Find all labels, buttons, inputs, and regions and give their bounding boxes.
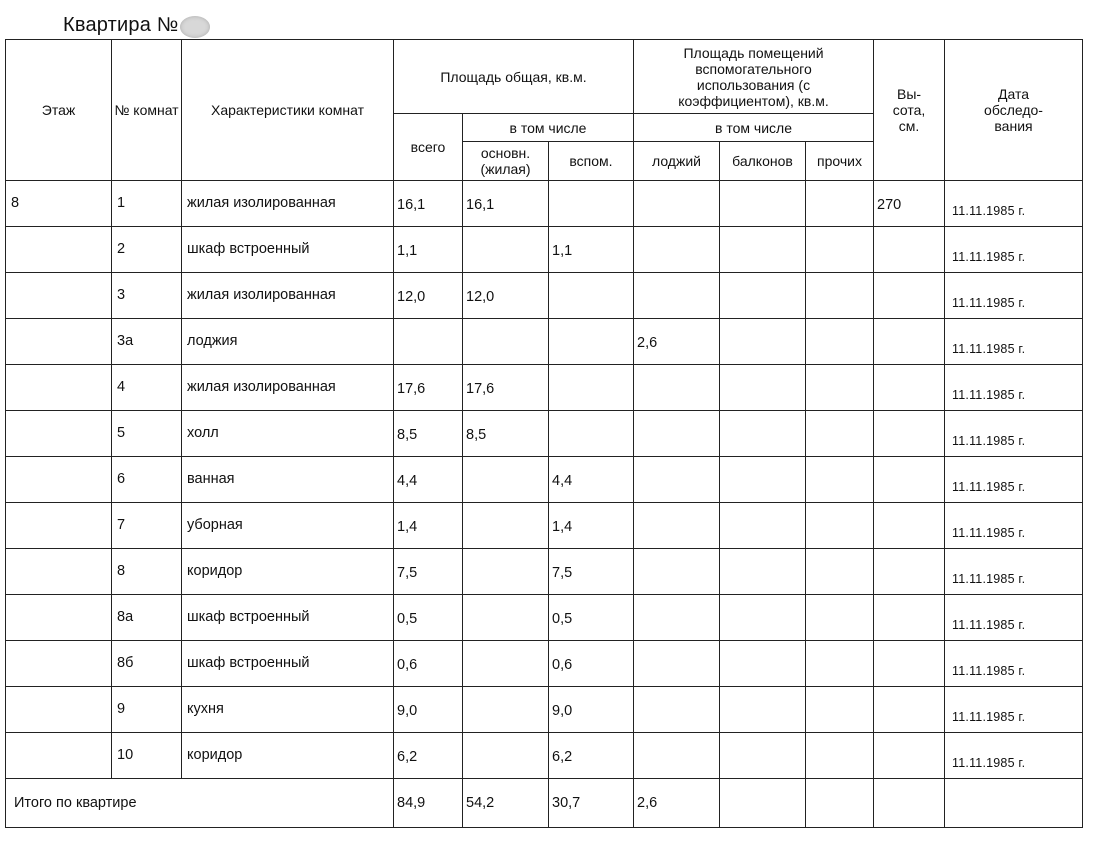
height-cell [874, 549, 945, 595]
header-loggias: лоджий [634, 142, 720, 181]
page-title: Квартира № [63, 13, 179, 36]
total-area-cell: 9,0 [394, 687, 463, 733]
other-area-cell [806, 365, 874, 411]
floor-cell [6, 733, 112, 779]
floor-cell [6, 549, 112, 595]
header-inspection-date: Дата обследо-вания [945, 40, 1083, 181]
room-number-cell: 4 [112, 365, 182, 411]
other-area-cell [806, 319, 874, 365]
header-main-living: основн. (жилая) [463, 142, 549, 181]
aux-area-cell [549, 411, 634, 457]
room-description-cell: холл [182, 411, 394, 457]
aux-area-cell [549, 319, 634, 365]
height-cell [874, 411, 945, 457]
totals-label: Итого по квартире [6, 779, 394, 828]
inspection-date-cell: 11.11.1985 г. [945, 365, 1083, 411]
aux-area-cell [549, 273, 634, 319]
aux-area-cell: 0,6 [549, 641, 634, 687]
loggia-area-cell [634, 549, 720, 595]
other-area-cell [806, 457, 874, 503]
table-row [6, 549, 1083, 595]
height-cell [874, 365, 945, 411]
header-including-aux: в том числе [634, 114, 874, 142]
aux-area-cell: 6,2 [549, 733, 634, 779]
floor-cell: 8 [6, 181, 112, 227]
loggia-area-cell [634, 687, 720, 733]
room-description-cell: шкаф встроенный [182, 227, 394, 273]
balcony-area-cell [720, 181, 806, 227]
room-number-cell: 6 [112, 457, 182, 503]
header-total-all: всего [394, 114, 463, 181]
redacted-number-mark [180, 16, 210, 38]
other-area-cell [806, 181, 874, 227]
table-row [6, 411, 1083, 457]
balcony-area-cell [720, 227, 806, 273]
header-other: прочих [806, 142, 874, 181]
totals-balcony-area [720, 779, 806, 828]
loggia-area-cell [634, 595, 720, 641]
floor-cell [6, 273, 112, 319]
table-row [6, 641, 1083, 687]
total-area-cell [394, 319, 463, 365]
inspection-date-cell: 11.11.1985 г. [945, 273, 1083, 319]
main-area-cell: 8,5 [463, 411, 549, 457]
total-area-cell: 0,6 [394, 641, 463, 687]
inspection-date-cell: 11.11.1985 г. [945, 411, 1083, 457]
floor-cell [6, 411, 112, 457]
table-row [6, 457, 1083, 503]
main-area-cell [463, 503, 549, 549]
room-description-cell: жилая изолированная [182, 181, 394, 227]
floor-cell [6, 227, 112, 273]
height-cell [874, 319, 945, 365]
totals-height [874, 779, 945, 828]
floor-cell [6, 687, 112, 733]
table-row [6, 319, 1083, 365]
inspection-date-cell: 11.11.1985 г. [945, 733, 1083, 779]
total-area-cell: 4,4 [394, 457, 463, 503]
room-number-cell: 10 [112, 733, 182, 779]
floor-cell [6, 641, 112, 687]
room-description-cell: коридор [182, 733, 394, 779]
inspection-date-cell: 11.11.1985 г. [945, 595, 1083, 641]
main-area-cell [463, 457, 549, 503]
floor-cell [6, 595, 112, 641]
inspection-date-cell: 11.11.1985 г. [945, 687, 1083, 733]
balcony-area-cell [720, 549, 806, 595]
total-area-cell: 16,1 [394, 181, 463, 227]
room-number-cell: 2 [112, 227, 182, 273]
height-cell [874, 457, 945, 503]
total-area-cell: 7,5 [394, 549, 463, 595]
inspection-date-cell: 11.11.1985 г. [945, 641, 1083, 687]
balcony-area-cell [720, 733, 806, 779]
balcony-area-cell [720, 503, 806, 549]
aux-area-cell: 0,5 [549, 595, 634, 641]
floor-cell [6, 503, 112, 549]
height-cell [874, 503, 945, 549]
loggia-area-cell: 2,6 [634, 319, 720, 365]
header-floor: Этаж [6, 40, 112, 181]
room-description-cell: ванная [182, 457, 394, 503]
room-description-cell: лоджия [182, 319, 394, 365]
totals-aux-area: 30,7 [549, 779, 634, 828]
other-area-cell [806, 227, 874, 273]
total-area-cell: 17,6 [394, 365, 463, 411]
main-area-cell [463, 227, 549, 273]
aux-area-cell [549, 365, 634, 411]
room-number-cell: 1 [112, 181, 182, 227]
main-area-cell [463, 549, 549, 595]
total-area-cell: 1,4 [394, 503, 463, 549]
totals-date [945, 779, 1083, 828]
header-height: Вы-сота, см. [874, 40, 945, 181]
table-row [6, 227, 1083, 273]
room-number-cell: 8б [112, 641, 182, 687]
height-cell [874, 733, 945, 779]
inspection-date-cell: 11.11.1985 г. [945, 457, 1083, 503]
aux-area-cell: 1,4 [549, 503, 634, 549]
height-cell: 270 [874, 181, 945, 227]
table-row [6, 595, 1083, 641]
total-area-cell: 8,5 [394, 411, 463, 457]
inspection-date-cell: 11.11.1985 г. [945, 227, 1083, 273]
loggia-area-cell [634, 733, 720, 779]
inspection-date-cell: 11.11.1985 г. [945, 549, 1083, 595]
main-area-cell: 17,6 [463, 365, 549, 411]
other-area-cell [806, 273, 874, 319]
other-area-cell [806, 733, 874, 779]
table-row [6, 181, 1083, 227]
room-number-cell: 9 [112, 687, 182, 733]
floor-cell [6, 319, 112, 365]
aux-area-cell [549, 181, 634, 227]
room-description-cell: коридор [182, 549, 394, 595]
other-area-cell [806, 549, 874, 595]
height-cell [874, 687, 945, 733]
room-number-cell: 7 [112, 503, 182, 549]
title-block [63, 10, 210, 40]
totals-row [6, 779, 1083, 828]
total-area-cell: 0,5 [394, 595, 463, 641]
aux-area-cell: 9,0 [549, 687, 634, 733]
room-number-cell: 8а [112, 595, 182, 641]
loggia-area-cell [634, 181, 720, 227]
header-balconies: балконов [720, 142, 806, 181]
loggia-area-cell [634, 365, 720, 411]
inspection-date-cell: 11.11.1985 г. [945, 181, 1083, 227]
totals-main-area: 54,2 [463, 779, 549, 828]
table-row [6, 733, 1083, 779]
balcony-area-cell [720, 411, 806, 457]
table-row [6, 273, 1083, 319]
main-area-cell: 16,1 [463, 181, 549, 227]
apartment-rooms-table [5, 39, 1083, 828]
other-area-cell [806, 595, 874, 641]
header-room-no: № комнат [112, 40, 182, 181]
room-number-cell: 3 [112, 273, 182, 319]
other-area-cell [806, 641, 874, 687]
loggia-area-cell [634, 411, 720, 457]
other-area-cell [806, 687, 874, 733]
total-area-cell: 12,0 [394, 273, 463, 319]
table-row [6, 365, 1083, 411]
header-area-aux: Площадь помещений вспомогательного использования (с коэффициентом), кв.м. [634, 40, 874, 114]
floor-cell [6, 457, 112, 503]
loggia-area-cell [634, 641, 720, 687]
balcony-area-cell [720, 319, 806, 365]
room-description-cell: жилая изолированная [182, 365, 394, 411]
table-row [6, 687, 1083, 733]
room-number-cell: 8 [112, 549, 182, 595]
loggia-area-cell [634, 457, 720, 503]
main-area-cell [463, 641, 549, 687]
table-row [6, 503, 1083, 549]
room-description-cell: шкаф встроенный [182, 641, 394, 687]
total-area-cell: 1,1 [394, 227, 463, 273]
inspection-date-cell: 11.11.1985 г. [945, 319, 1083, 365]
floor-cell [6, 365, 112, 411]
room-description-cell: жилая изолированная [182, 273, 394, 319]
balcony-area-cell [720, 641, 806, 687]
header-aux: вспом. [549, 142, 634, 181]
balcony-area-cell [720, 365, 806, 411]
inspection-date-cell: 11.11.1985 г. [945, 503, 1083, 549]
main-area-cell [463, 595, 549, 641]
room-description-cell: шкаф встроенный [182, 595, 394, 641]
main-area-cell [463, 319, 549, 365]
header-row-1 [6, 40, 1083, 114]
aux-area-cell: 7,5 [549, 549, 634, 595]
total-area-cell: 6,2 [394, 733, 463, 779]
height-cell [874, 227, 945, 273]
height-cell [874, 273, 945, 319]
aux-area-cell: 1,1 [549, 227, 634, 273]
room-description-cell: кухня [182, 687, 394, 733]
header-including: в том числе [463, 114, 634, 142]
other-area-cell [806, 411, 874, 457]
room-number-cell: 3а [112, 319, 182, 365]
balcony-area-cell [720, 457, 806, 503]
balcony-area-cell [720, 687, 806, 733]
totals-loggia-area: 2,6 [634, 779, 720, 828]
height-cell [874, 641, 945, 687]
balcony-area-cell [720, 273, 806, 319]
other-area-cell [806, 503, 874, 549]
loggia-area-cell [634, 273, 720, 319]
room-number-cell: 5 [112, 411, 182, 457]
main-area-cell [463, 733, 549, 779]
main-area-cell: 12,0 [463, 273, 549, 319]
balcony-area-cell [720, 595, 806, 641]
totals-total-area: 84,9 [394, 779, 463, 828]
main-area-cell [463, 687, 549, 733]
height-cell [874, 595, 945, 641]
aux-area-cell: 4,4 [549, 457, 634, 503]
totals-other-area [806, 779, 874, 828]
loggia-area-cell [634, 227, 720, 273]
loggia-area-cell [634, 503, 720, 549]
header-characteristics: Характеристики комнат [182, 40, 394, 181]
header-area-total: Площадь общая, кв.м. [394, 40, 634, 114]
room-description-cell: уборная [182, 503, 394, 549]
